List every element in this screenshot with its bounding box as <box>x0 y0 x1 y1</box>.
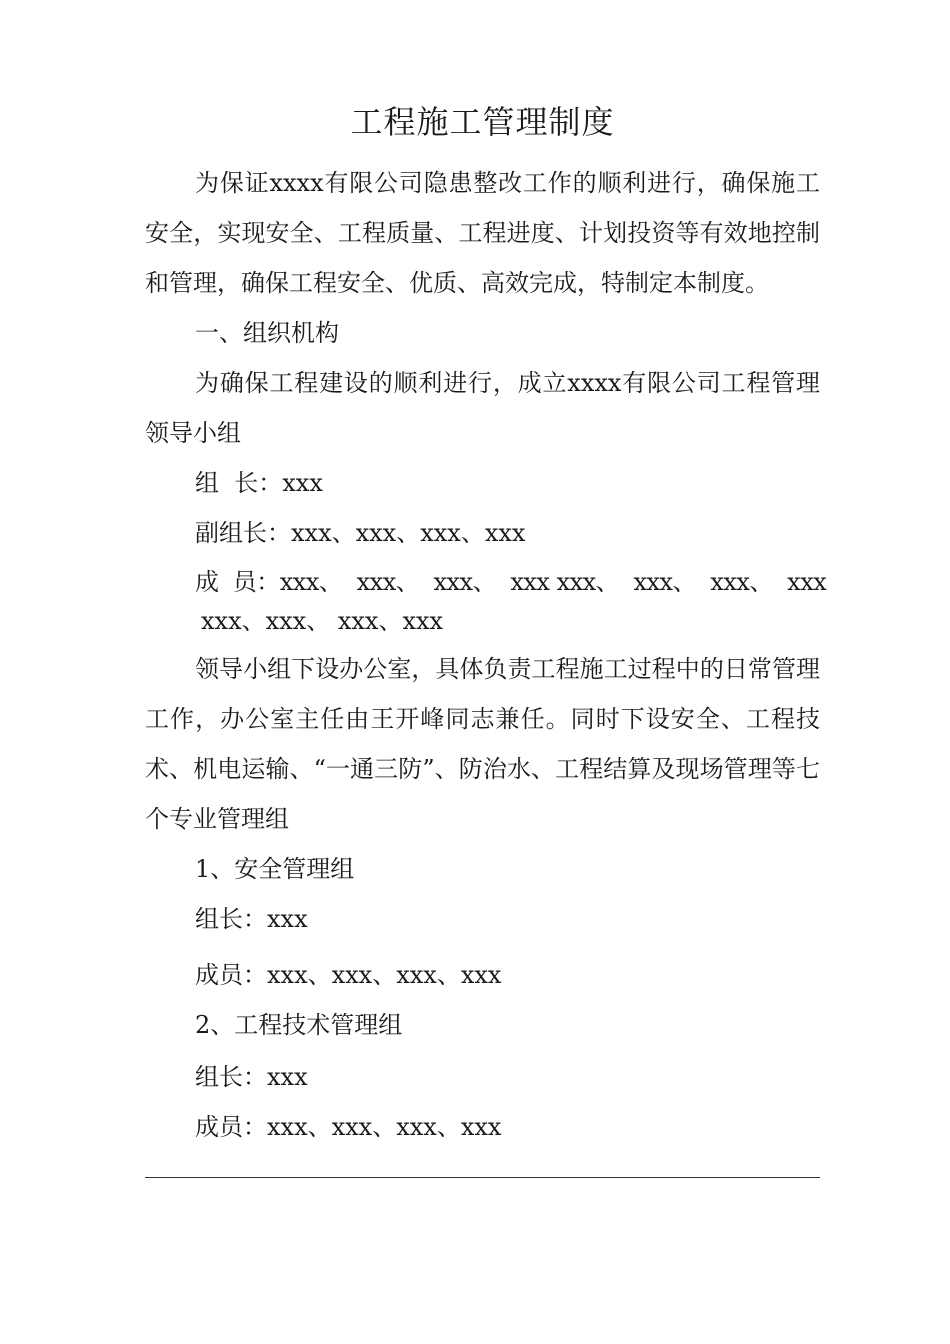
section-1-heading: 一、组织机构 <box>195 319 339 347</box>
section-1-body: 为确保工程建设的顺利进行，成立xxxx有限公司工程管理领导小组 <box>145 369 820 447</box>
document-title: 工程施工管理制度 <box>350 103 615 141</box>
group-1-leader: 组长：xxx <box>195 905 308 933</box>
members-block <box>145 558 827 636</box>
document-body <box>145 158 827 1152</box>
leader-line: 组 长：xxx <box>195 469 323 497</box>
group-1-members: 成员：xxx、xxx、xxx、xxx <box>195 961 502 989</box>
group-2-heading: 2、工程技术管理组 <box>195 1011 403 1039</box>
members-line-2: xxx、xxx、 xxx、xxx <box>201 607 444 635</box>
group-2-leader: 组长：xxx <box>195 1063 308 1091</box>
office-paragraph: 领导小组下设办公室，具体负责工程施工过程中的日常管理工作，办公室主任由王开峰同志兼任。同时下设安全、工程技术、机电运输、“一通三防”、防治水、工程结算及现场管理等七个专业管理组 <box>145 655 820 833</box>
members-line-1: 成 员：xxx、 xxx、 xxx、 xxx xxx、 xxx、 xxx、 xxx <box>195 568 827 596</box>
group-2-members: 成员：xxx、xxx、xxx、xxx <box>195 1113 502 1141</box>
deputy-line: 副组长：xxx、xxx、xxx、xxx <box>195 519 526 547</box>
intro-paragraph: 为保证xxxx有限公司隐患整改工作的顺利进行，确保施工安全，实现安全、工程质量、工程进度、计划投资等有效地控制和管理，确保工程安全、优质、高效完成，特制定本制度。 <box>145 169 820 297</box>
group-1-heading: 1、安全管理组 <box>195 855 355 883</box>
footer-divider <box>145 1177 820 1178</box>
